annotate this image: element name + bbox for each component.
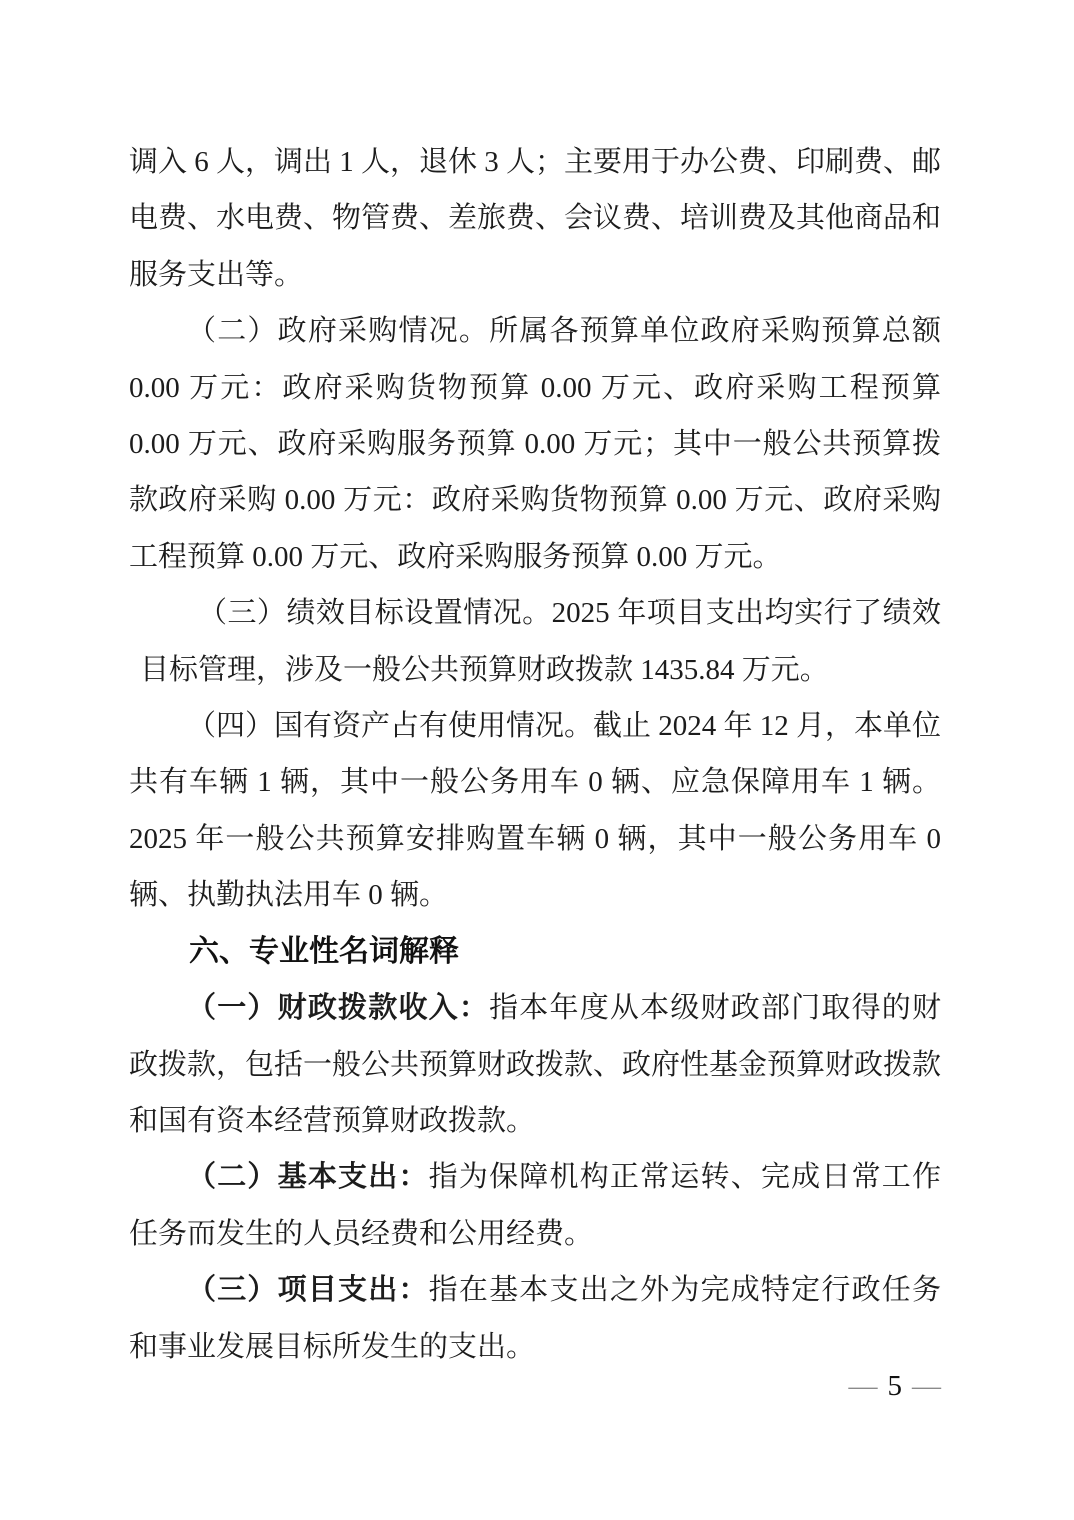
footer-dash-right: —	[912, 1370, 941, 1402]
definition-text: 指在基本支出之外为完成特定行政任务和事业发展目标所发生的支出。	[129, 1274, 941, 1363]
page-number: 5	[887, 1370, 902, 1402]
definition-fiscal-appropriation-income	[129, 980, 941, 1149]
document-content	[129, 134, 941, 1375]
definition-term: （三）项目支出：	[187, 1274, 429, 1307]
paragraph-state-owned-assets: （四）国有资产占有使用情况。截止 2024 年 12 月，本单位共有车辆 1 辆，其中一般公务用车 0 辆、应急保障用车 1 辆。2025 年一般公共预算安排购置车辆 0 辆，其中一般公务用车 0 辆、执勤执法用车 0 辆。	[129, 710, 942, 912]
definition-text: 指为保障机构正常运转、完成日常工作任务而发生的人员经费和公用经费。	[129, 1161, 941, 1250]
paragraph-government-procurement: （二）政府采购情况。所属各预算单位政府采购预算总额 0.00 万元：政府采购货物预算 0.00 万元、政府采购工程预算 0.00 万元、政府采购服务预算 0.00 万元；其中一般公共预算拨款政府采购 0.00 万元：政府采购货物预算 0.00 万元、政府采购工程预算 0.00 万元、政府采购服务预算 0.00 万元。	[129, 315, 941, 573]
definition-project-expenditure	[129, 1262, 941, 1375]
paragraph-personnel-expenses-continuation: 调入 6 人，调出 1 人，退休 3 人；主要用于办公费、印刷费、邮电费、水电费、物管费、差旅费、会议费、培训费及其他商品和服务支出等。	[129, 146, 942, 291]
definition-basic-expenditure	[129, 1149, 941, 1262]
definition-term: （一）财政拨款收入：	[187, 992, 490, 1025]
definition-text: 指本年度从本级财政部门取得的财政拨款，包括一般公共预算财政拨款、政府性基金预算财政拨款和国有资本经营预算财政拨款。	[129, 992, 942, 1137]
page-footer	[849, 1366, 942, 1406]
paragraph-performance-targets: （三）绩效目标设置情况。2025 年项目支出均实行了绩效目标管理，涉及一般公共预算财政拨款 1435.84 万元。	[140, 597, 941, 686]
section-heading-terminology: 六、专业性名词解释	[189, 934, 459, 968]
footer-dash-left: —	[848, 1370, 878, 1402]
definition-term: （二）基本支出：	[187, 1161, 429, 1194]
